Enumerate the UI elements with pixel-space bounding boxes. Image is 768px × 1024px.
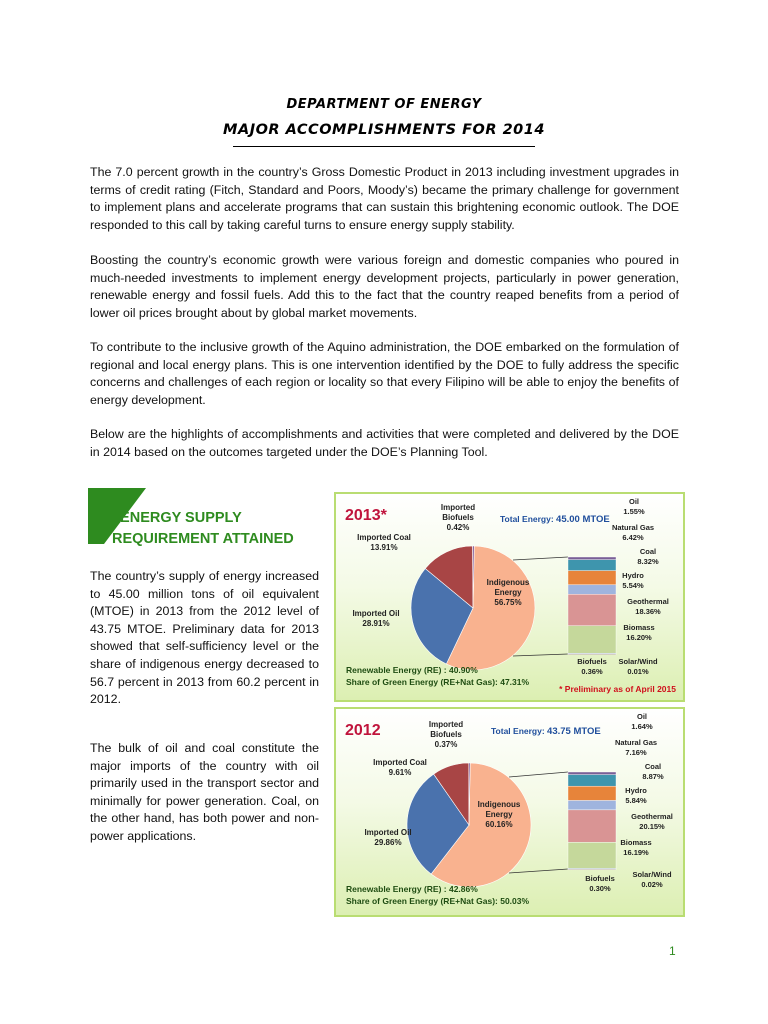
- breakdown-label-natural-gas-line-1: Natural Gas: [614, 738, 658, 747]
- slice-label-indigenous-line-1: Indigenous: [486, 578, 530, 587]
- department-heading: DEPARTMENT OF ENERGY: [286, 97, 482, 112]
- breakdown-label-coal-line-2: 8.87%: [642, 772, 664, 781]
- breakdown-bar-natural-gas: [568, 560, 616, 571]
- breakdown-label-solar-wind-line-2: 0.02%: [641, 880, 663, 889]
- breakdown-label-natural-gas-line-1: Natural Gas: [611, 523, 655, 532]
- breakdown-bar-natural-gas: [568, 775, 616, 787]
- breakdown-label-biomass-line-1: Biomass: [623, 623, 655, 632]
- chart-panel-2013: [334, 492, 685, 702]
- title-underline: [233, 146, 535, 147]
- breakdown-label-hydro-line-1: Hydro: [622, 571, 644, 580]
- breakdown-bar-hydro: [568, 800, 616, 809]
- green-energy-share: Share of Green Energy (RE+Nat Gas): 50.03%: [346, 896, 530, 906]
- breakdown-label-coal-line-1: Coal: [644, 762, 662, 771]
- slice-label-imported-biofuels-line-1: Imported: [440, 503, 476, 512]
- intro-paragraph-1: The 7.0 percent growth in the country’s Gross Domestic Product in 2013 including investment upgrades in terms of credit rating (Fitch, Standard and Poors, Moody’s) became the primary challenge for government to implement plans and accelerate programs that can sustain this brightening economic outlook. The DOE responded to this call by taking careful turns to ensure energy supply stability.: [90, 165, 679, 232]
- connector-line-top: [509, 772, 568, 777]
- breakdown-label-geothermal-line-1: Geothermal: [631, 812, 673, 821]
- energy-mix-chart-2012: [336, 709, 683, 915]
- section-paragraph-1: The country’s supply of energy increased to 45.00 million tons of oil equivalent (MTOE) in 2013 from the 2012 level of 43.75 MTOE. Preliminary data for 2013 showed that self-sufficiency level or the share of indigenous energy decreased to 56.7 percent in 2013 from 60.2 percent in 2012.: [90, 569, 319, 707]
- total-energy-label: Total Energy: 43.75 MTOE: [491, 726, 601, 737]
- slice-label-imported-oil-line-2: 29.86%: [374, 838, 402, 847]
- report-title: MAJOR ACCOMPLISHMENTS FOR 2014: [223, 122, 545, 138]
- breakdown-label-hydro-line-1: Hydro: [625, 786, 647, 795]
- breakdown-bar-oil: [568, 772, 616, 775]
- breakdown-bar-oil: [568, 557, 616, 560]
- slice-label-indigenous-line-3: 56.75%: [494, 598, 522, 607]
- breakdown-label-biofuels-line-2: 0.30%: [589, 884, 611, 893]
- breakdown-label-oil-line-2: 1.55%: [623, 507, 645, 516]
- slice-label-indigenous-line-1: Indigenous: [477, 800, 521, 809]
- breakdown-label-coal-line-1: Coal: [639, 547, 657, 556]
- breakdown-bar-geothermal: [568, 810, 616, 842]
- breakdown-label-biomass-line-2: 16.19%: [623, 848, 649, 857]
- breakdown-bar-hydro: [568, 585, 616, 594]
- breakdown-label-geothermal-line-2: 20.15%: [639, 822, 665, 831]
- renewable-energy-share: Renewable Energy (RE) : 42.86%: [346, 884, 478, 894]
- breakdown-label-oil-line-2: 1.64%: [631, 722, 653, 731]
- chart-panel-2012: [334, 707, 685, 917]
- breakdown-label-biomass-line-1: Biomass: [620, 838, 652, 847]
- chart-year-title: 2013*: [345, 507, 387, 524]
- intro-paragraph-3: To contribute to the inclusive growth of the Aquino administration, the DOE embarked on the formulation of regional and local energy plans. This is one intervention identified by the DOE to fully address the specific concerns and challenges of each region or locality so that every Filipino will be able to enjoy the benefits of energy development.: [90, 340, 679, 407]
- breakdown-label-oil-line-1: Oil: [636, 712, 648, 721]
- breakdown-label-solar-wind-line-2: 0.01%: [627, 667, 649, 676]
- slice-label-imported-biofuels-line-2: Biofuels: [430, 730, 462, 739]
- preliminary-note: * Preliminary as of April 2015: [559, 684, 676, 694]
- breakdown-label-biofuels-line-1: Biofuels: [577, 657, 607, 666]
- intro-paragraph-4: Below are the highlights of accomplishments and activities that were completed and delivered by the DOE in 2014 based on the outcomes targeted under the DOE’s Planning Tool.: [90, 427, 679, 459]
- section-title: [112, 508, 294, 550]
- renewable-energy-share: Renewable Energy (RE) : 40.90%: [346, 665, 478, 675]
- slice-label-imported-coal-line-2: 13.91%: [370, 543, 398, 552]
- connector-line-bottom: [509, 869, 568, 873]
- section-paragraph-2: The bulk of oil and coal constitute the major imports of the country with oil primarily used in the transport sector and minimally for power generation. Coal, on the other hand, has both power and non-power applications.: [90, 741, 319, 843]
- breakdown-label-oil-line-1: Oil: [628, 497, 640, 506]
- breakdown-bar-coal: [568, 571, 616, 585]
- breakdown-label-solar-wind-line-1: Solar/Wind: [618, 657, 658, 666]
- slice-label-imported-oil-line-2: 28.91%: [362, 619, 390, 628]
- breakdown-bar-solar-wind: [568, 869, 616, 870]
- breakdown-bar-coal: [568, 786, 616, 800]
- breakdown-label-coal-line-2: 8.32%: [637, 557, 659, 566]
- slice-label-indigenous-line-2: Energy: [485, 810, 513, 819]
- breakdown-bar-geothermal: [568, 594, 616, 625]
- slice-label-imported-biofuels-line-1: Imported: [428, 720, 464, 729]
- connector-line-bottom: [513, 654, 568, 656]
- slice-label-imported-oil-line-1: Imported Oil: [364, 828, 412, 837]
- slice-label-imported-biofuels-line-3: 0.37%: [434, 740, 458, 749]
- chart-year-title: 2012: [345, 722, 381, 739]
- breakdown-bar-solar-wind: [568, 654, 616, 655]
- breakdown-label-biofuels-line-2: 0.36%: [581, 667, 603, 676]
- section-title-line-2: REQUIREMENT ATTAINED: [112, 531, 294, 547]
- breakdown-label-geothermal-line-2: 18.36%: [635, 607, 661, 616]
- breakdown-label-solar-wind-line-1: Solar/Wind: [632, 870, 672, 879]
- section-title-line-1: I ENERGY SUPPLY: [112, 510, 242, 526]
- breakdown-label-hydro-line-2: 5.54%: [622, 581, 644, 590]
- page-number: 1: [669, 944, 676, 958]
- connector-line-top: [513, 557, 568, 560]
- total-energy-label: Total Energy: 45.00 MTOE: [500, 514, 610, 525]
- breakdown-bar-biomass: [568, 626, 616, 654]
- slice-label-imported-coal-line-1: Imported Coal: [373, 758, 427, 767]
- slice-label-indigenous-line-2: Energy: [494, 588, 522, 597]
- energy-mix-chart-2013: [336, 494, 683, 700]
- breakdown-bar-biomass: [568, 842, 616, 868]
- breakdown-label-biofuels-line-1: Biofuels: [585, 874, 615, 883]
- breakdown-label-hydro-line-2: 5.84%: [625, 796, 647, 805]
- slice-label-imported-biofuels-line-3: 0.42%: [446, 523, 470, 532]
- breakdown-label-biomass-line-2: 16.20%: [626, 633, 652, 642]
- breakdown-label-geothermal-line-1: Geothermal: [627, 597, 669, 606]
- slice-label-indigenous-line-3: 60.16%: [485, 820, 513, 829]
- breakdown-label-natural-gas-line-2: 7.16%: [625, 748, 647, 757]
- green-energy-share: Share of Green Energy (RE+Nat Gas): 47.31%: [346, 677, 530, 687]
- slice-label-imported-biofuels-line-2: Biofuels: [442, 513, 474, 522]
- breakdown-label-natural-gas-line-2: 6.42%: [622, 533, 644, 542]
- slice-label-imported-coal-line-2: 9.61%: [388, 768, 412, 777]
- slice-label-imported-oil-line-1: Imported Oil: [352, 609, 400, 618]
- slice-label-imported-coal-line-1: Imported Coal: [357, 533, 411, 542]
- intro-paragraph-2: Boosting the country’s economic growth were various foreign and domestic companies who poured in much-needed investments to implement energy development projects, particularly in power generation, renewable energy and fossil fuels. Add this to the fact that the country reaped benefits from a period of lower oil prices brought about by global market movements.: [90, 253, 679, 320]
